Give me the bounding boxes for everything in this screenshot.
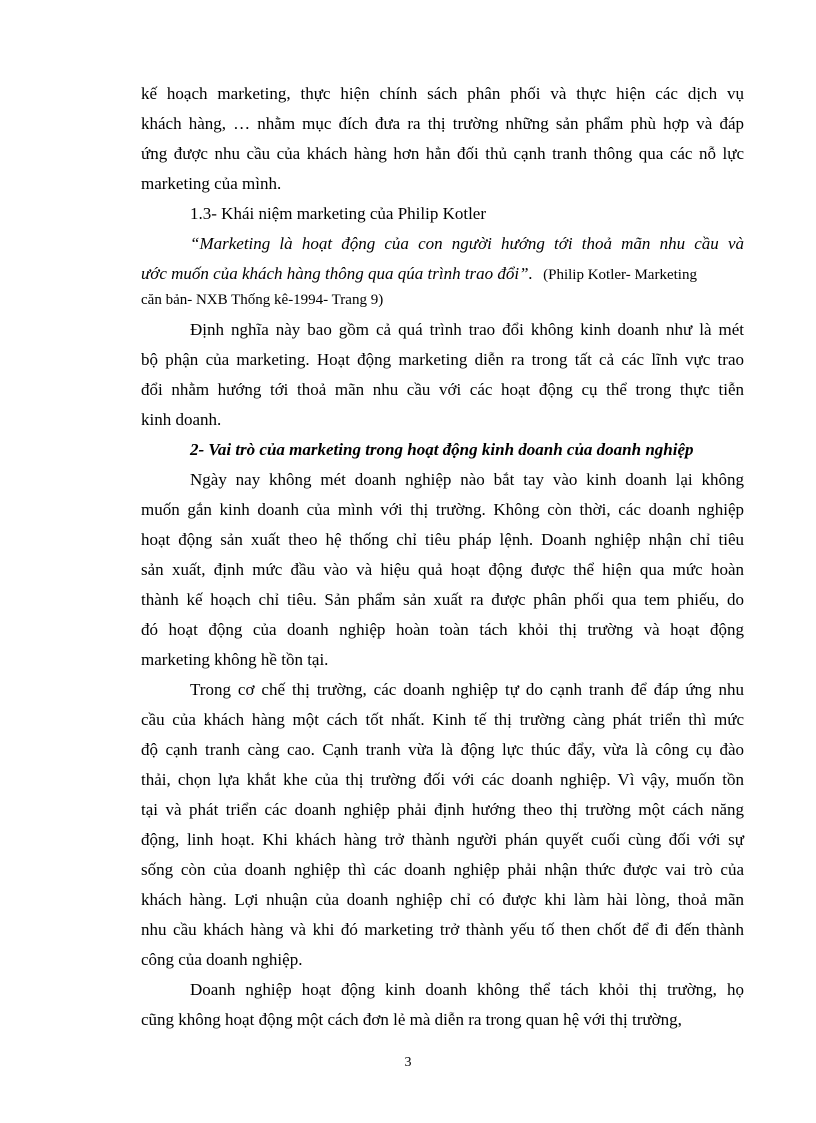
text-line: marketing không hề tồn tại. xyxy=(141,650,329,669)
text-line: công của doanh nghiệp. xyxy=(141,950,303,969)
text-line: sống còn của doanh nghiệp thì các doanh nghiệp phải nhận thức được vai trò của xyxy=(141,860,744,879)
text-line: kế hoạch marketing, thực hiện chính sách phân phối và thực hiện các dịch vụ xyxy=(141,84,744,103)
text-line: marketing của mình. xyxy=(141,174,282,193)
quote-line xyxy=(141,264,744,285)
text-line: sản xuất, định mức đầu vào và hiệu quả hoạt động được thể hiện qua mức hoàn xyxy=(141,560,744,579)
section-heading: 1.3- Khái niệm marketing của Philip Kotler xyxy=(190,204,487,223)
text-line: nhu cầu khách hàng và khi đó marketing trở thành yếu tố then chốt để đi đến thành xyxy=(141,920,744,939)
quote-source: căn bản- NXB Thống kê-1994- Trang 9) xyxy=(141,292,384,308)
quote-text: ước muốn của khách hàng thông qua qúa trình trao đổi”. xyxy=(141,264,533,283)
text-line: thải, chọn lựa khắt khe của thị trường đối với các doanh nghiệp. Vì vậy, muốn tồn xyxy=(141,770,744,789)
text-line: bộ phận của marketing. Hoạt động marketing diễn ra trong tất cả các lĩnh vực trao xyxy=(141,350,744,369)
text-line: độ cạnh tranh càng cao. Cạnh tranh vừa là động lực thúc đẩy, vừa là công cụ đào xyxy=(141,740,744,759)
page-number: 3 xyxy=(404,1055,412,1070)
text-line: đổi nhằm hướng tới thoả mãn nhu cầu với các hoạt động cụ thể trong thực tiễn xyxy=(141,380,744,399)
text-line: kinh doanh. xyxy=(141,410,222,429)
text-line: ứng được nhu cầu của khách hàng hơn hẳn đối thủ cạnh tranh thông qua các nỗ lực xyxy=(141,144,744,163)
text-line: cầu của khách hàng một cách tốt nhất. Kinh tế thị trường càng phát triển thì mức xyxy=(141,710,744,729)
text-line: Doanh nghiệp hoạt động kinh doanh không thể tách khỏi thị trường, họ xyxy=(190,980,744,999)
text-line: đó hoạt động của doanh nghiệp hoàn toàn tách khỏi thị trường và hoạt động xyxy=(141,620,744,639)
text-line: cũng không hoạt động một cách đơn lẻ mà diễn ra trong quan hệ với thị trường, xyxy=(141,1010,682,1029)
text-line: tại và phát triển các doanh nghiệp phải định hướng theo thị trường một cách năng xyxy=(141,800,744,819)
text-line: Trong cơ chế thị trường, các doanh nghiệp tự do cạnh tranh để đáp ứng nhu xyxy=(190,680,744,699)
quote-source: (Philip Kotler- Marketing xyxy=(543,267,697,283)
text-line: khách hàng. Lợi nhuận của doanh nghiệp chỉ có được khi làm hài lòng, thoả mãn xyxy=(141,890,744,909)
text-line: Ngày nay không mét doanh nghiệp nào bắt tay vào kinh doanh lại không xyxy=(190,470,744,489)
text-line: động, linh hoạt. Khi khách hàng trở thành người phán quyết cuối cùng đối với sự xyxy=(141,830,744,849)
text-line: muốn gắn kinh doanh của mình với thị trường. Không còn thời, các doanh nghiệp xyxy=(141,500,744,519)
quote-line: “Marketing là hoạt động của con người hướng tới thoả mãn nhu cầu và xyxy=(190,234,744,253)
text-line: thành kế hoạch chỉ tiêu. Sản phẩm sản xuất ra được phân phối qua tem phiếu, do xyxy=(141,590,744,609)
text-line: hoạt động sản xuất theo hệ thống chỉ tiêu pháp lệnh. Doanh nghiệp nhận chỉ tiêu xyxy=(141,530,744,549)
text-line: khách hàng, … nhằm mục đích đưa ra thị trường những sản phẩm phù hợp và đáp xyxy=(141,114,744,133)
text-line: Định nghĩa này bao gồm cả quá trình trao đổi không kinh doanh như là mét xyxy=(190,320,744,339)
section-heading: 2- Vai trò của marketing trong hoạt động kinh doanh của doanh nghiệp xyxy=(190,440,694,459)
